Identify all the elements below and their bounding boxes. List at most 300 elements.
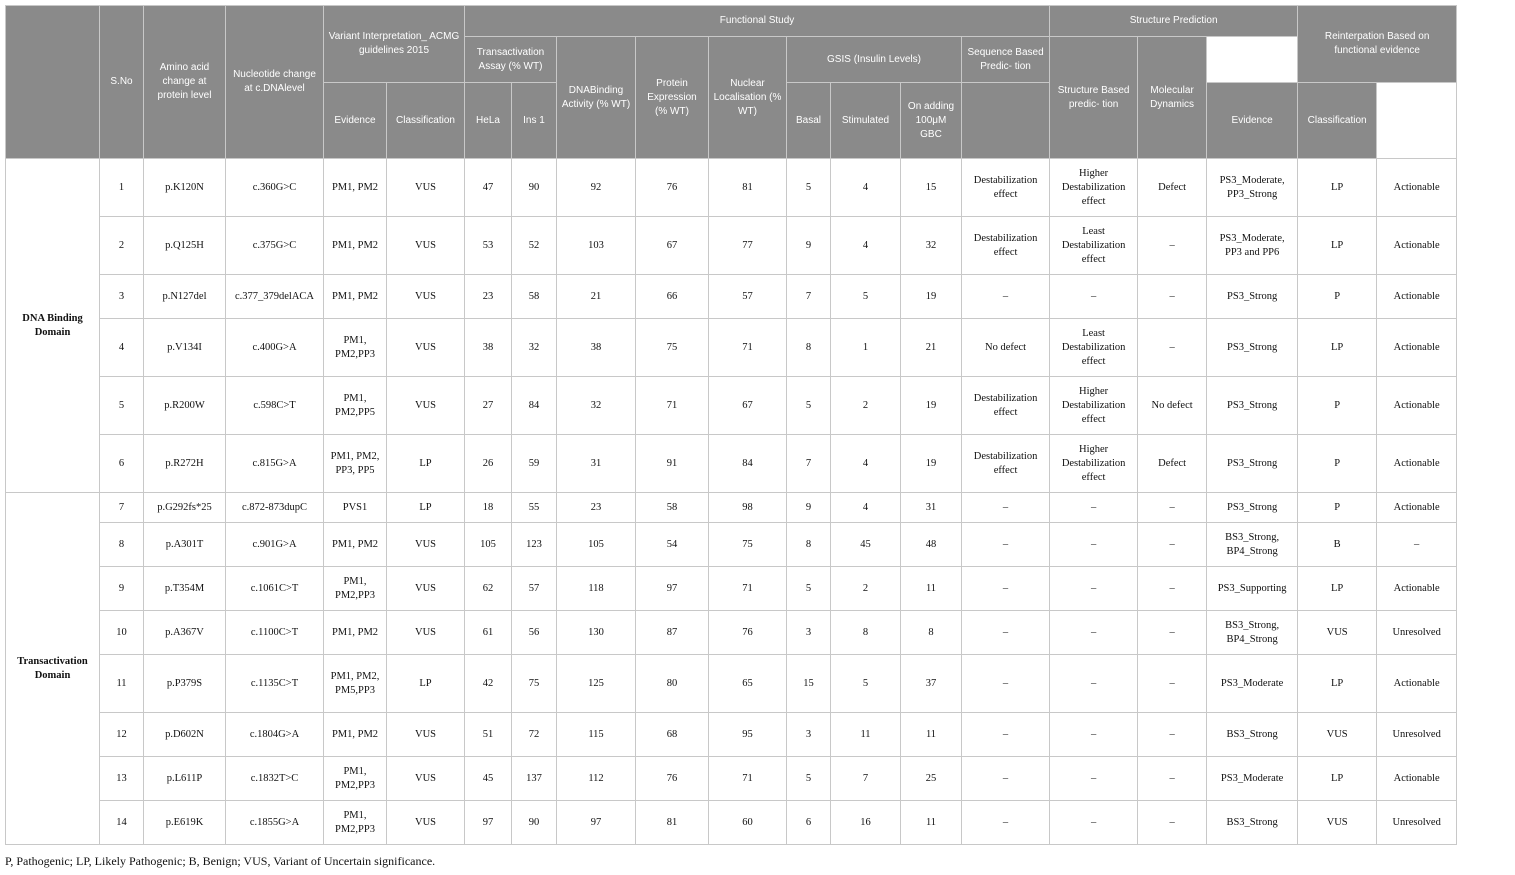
cell-basal: 5 <box>787 567 831 611</box>
header-evidence: Evidence <box>324 83 387 159</box>
table-row <box>6 275 1457 319</box>
cell-nuclear-localisation: 57 <box>709 275 787 319</box>
table-row <box>6 757 1457 801</box>
cell-reinterp-classification: LP <box>1298 319 1377 377</box>
cell-reinterp-evidence: PS3_Strong <box>1207 377 1298 435</box>
cell-sno: 1 <box>100 159 144 217</box>
cell-molecular-dynamics: – <box>1138 611 1207 655</box>
cell-sequence-prediction: – <box>962 523 1050 567</box>
cell-nucleotide: c.400G>A <box>226 319 324 377</box>
header-functional-study: Functional Study <box>465 6 1050 37</box>
cell-reinterp-evidence: PS3_Moderate, PP3_Strong <box>1207 159 1298 217</box>
cell-protein-expression: 67 <box>636 217 709 275</box>
cell-amino-acid: p.R272H <box>144 435 226 493</box>
cell-hela: 26 <box>465 435 512 493</box>
cell-dna-binding: 38 <box>557 319 636 377</box>
cell-stimulated: 2 <box>831 567 901 611</box>
table-row <box>6 319 1457 377</box>
cell-hela: 42 <box>465 655 512 713</box>
cell-nuclear-localisation: 95 <box>709 713 787 757</box>
cell-reinterp-classification: LP <box>1298 217 1377 275</box>
cell-amino-acid: p.P379S <box>144 655 226 713</box>
cell-hela: 38 <box>465 319 512 377</box>
table-row <box>6 435 1457 493</box>
cell-basal: 7 <box>787 275 831 319</box>
cell-protein-expression: 91 <box>636 435 709 493</box>
cell-basal: 5 <box>787 757 831 801</box>
cell-hela: 61 <box>465 611 512 655</box>
header-dna-binding: DNABinding Activity (% WT) <box>557 37 636 159</box>
cell-amino-acid: p.T354M <box>144 567 226 611</box>
cell-acmg-evidence: PM1, PM2, PP3, PP5 <box>324 435 387 493</box>
cell-structure-prediction: – <box>1050 275 1138 319</box>
header-gsis: GSIS (Insulin Levels) <box>787 37 962 83</box>
cell-amino-acid: p.N127del <box>144 275 226 319</box>
cell-sno: 8 <box>100 523 144 567</box>
cell-nucleotide: c.1832T>C <box>226 757 324 801</box>
cell-stimulated: 11 <box>831 713 901 757</box>
cell-gbc: 8 <box>901 611 962 655</box>
cell-ins1: 58 <box>512 275 557 319</box>
cell-sno: 2 <box>100 217 144 275</box>
header-blank <box>6 6 100 159</box>
cell-ins1: 72 <box>512 713 557 757</box>
cell-gbc: 48 <box>901 523 962 567</box>
cell-basal: 5 <box>787 377 831 435</box>
cell-sequence-prediction: – <box>962 611 1050 655</box>
cell-ins1: 56 <box>512 611 557 655</box>
cell-structure-prediction: Least Destabilization effect <box>1050 217 1138 275</box>
cell-clinical-actionability: – <box>1377 523 1457 567</box>
cell-amino-acid: p.K120N <box>144 159 226 217</box>
cell-nuclear-localisation: 84 <box>709 435 787 493</box>
cell-acmg-evidence: PM1, PM2,PP3 <box>324 757 387 801</box>
cell-acmg-evidence: PM1, PM2,PP3 <box>324 319 387 377</box>
cell-reinterp-classification: P <box>1298 377 1377 435</box>
cell-protein-expression: 54 <box>636 523 709 567</box>
cell-reinterp-evidence: PS3_Supporting <box>1207 567 1298 611</box>
cell-nucleotide: c.815G>A <box>226 435 324 493</box>
cell-ins1: 90 <box>512 159 557 217</box>
cell-nuclear-localisation: 75 <box>709 523 787 567</box>
cell-amino-acid: p.R200W <box>144 377 226 435</box>
cell-amino-acid: p.A301T <box>144 523 226 567</box>
cell-nuclear-localisation: 98 <box>709 493 787 523</box>
table-row <box>6 655 1457 713</box>
cell-clinical-actionability: Actionable <box>1377 159 1457 217</box>
cell-nucleotide: c.1100C>T <box>226 611 324 655</box>
cell-reinterp-evidence: PS3_Moderate <box>1207 757 1298 801</box>
cell-hela: 51 <box>465 713 512 757</box>
cell-sequence-prediction: Destabilization effect <box>962 435 1050 493</box>
cell-acmg-classification: VUS <box>387 713 465 757</box>
cell-amino-acid: p.A367V <box>144 611 226 655</box>
cell-hela: 23 <box>465 275 512 319</box>
cell-sno: 5 <box>100 377 144 435</box>
cell-reinterp-classification: LP <box>1298 567 1377 611</box>
cell-protein-expression: 71 <box>636 377 709 435</box>
cell-sno: 7 <box>100 493 144 523</box>
cell-stimulated: 16 <box>831 801 901 845</box>
table-row <box>6 159 1457 217</box>
cell-protein-expression: 58 <box>636 493 709 523</box>
cell-ins1: 32 <box>512 319 557 377</box>
cell-basal: 6 <box>787 801 831 845</box>
header-reinterp-evidence: Evidence <box>1207 83 1298 159</box>
cell-nucleotide: c.1855G>A <box>226 801 324 845</box>
cell-acmg-classification: VUS <box>387 159 465 217</box>
cell-protein-expression: 66 <box>636 275 709 319</box>
cell-sequence-prediction: – <box>962 757 1050 801</box>
cell-protein-expression: 81 <box>636 801 709 845</box>
cell-sno: 11 <box>100 655 144 713</box>
cell-clinical-actionability: Actionable <box>1377 567 1457 611</box>
cell-acmg-classification: LP <box>387 493 465 523</box>
cell-sno: 14 <box>100 801 144 845</box>
cell-ins1: 123 <box>512 523 557 567</box>
cell-sequence-prediction: Destabilization effect <box>962 159 1050 217</box>
cell-dna-binding: 125 <box>557 655 636 713</box>
cell-acmg-classification: VUS <box>387 757 465 801</box>
header-molecular-dynamics: Molecular Dynamics <box>1138 37 1207 159</box>
table-row <box>6 377 1457 435</box>
cell-amino-acid: p.V134I <box>144 319 226 377</box>
cell-amino-acid: p.L611P <box>144 757 226 801</box>
cell-gbc: 19 <box>901 435 962 493</box>
cell-molecular-dynamics: – <box>1138 567 1207 611</box>
header-stimulated: Stimulated <box>831 83 901 159</box>
cell-sno: 4 <box>100 319 144 377</box>
cell-clinical-actionability: Actionable <box>1377 217 1457 275</box>
cell-molecular-dynamics: – <box>1138 275 1207 319</box>
cell-dna-binding: 105 <box>557 523 636 567</box>
cell-stimulated: 45 <box>831 523 901 567</box>
cell-reinterp-classification: P <box>1298 493 1377 523</box>
cell-reinterp-evidence: BS3_Strong, BP4_Strong <box>1207 611 1298 655</box>
cell-ins1: 84 <box>512 377 557 435</box>
header-sno: S.No <box>100 6 144 159</box>
cell-dna-binding: 21 <box>557 275 636 319</box>
cell-acmg-evidence: PM1, PM2,PP3 <box>324 567 387 611</box>
cell-acmg-classification: VUS <box>387 217 465 275</box>
cell-gbc: 25 <box>901 757 962 801</box>
cell-nuclear-localisation: 76 <box>709 611 787 655</box>
cell-ins1: 75 <box>512 655 557 713</box>
cell-molecular-dynamics: Defect <box>1138 435 1207 493</box>
cell-basal: 8 <box>787 319 831 377</box>
cell-stimulated: 8 <box>831 611 901 655</box>
cell-reinterp-evidence: BS3_Strong <box>1207 713 1298 757</box>
cell-hela: 47 <box>465 159 512 217</box>
cell-gbc: 11 <box>901 567 962 611</box>
header-protein-expression: Protein Expression (% WT) <box>636 37 709 159</box>
header-sequence-prediction-blank <box>962 83 1050 159</box>
header-gbc: On adding 100μM GBC <box>901 83 962 159</box>
cell-sequence-prediction: No defect <box>962 319 1050 377</box>
header-nuclear-localisation: Nuclear Localisation (% WT) <box>709 37 787 159</box>
cell-dna-binding: 92 <box>557 159 636 217</box>
cell-structure-prediction: – <box>1050 713 1138 757</box>
cell-acmg-classification: VUS <box>387 319 465 377</box>
cell-basal: 9 <box>787 217 831 275</box>
cell-gbc: 11 <box>901 801 962 845</box>
cell-nuclear-localisation: 60 <box>709 801 787 845</box>
header-variant-interpretation: Variant Interpretation_ ACMG guidelines 2015 <box>324 6 465 83</box>
cell-hela: 53 <box>465 217 512 275</box>
cell-dna-binding: 97 <box>557 801 636 845</box>
table-row <box>6 523 1457 567</box>
cell-clinical-actionability: Actionable <box>1377 757 1457 801</box>
cell-reinterp-evidence: BS3_Strong <box>1207 801 1298 845</box>
cell-stimulated: 1 <box>831 319 901 377</box>
cell-gbc: 32 <box>901 217 962 275</box>
cell-acmg-evidence: PM1, PM2 <box>324 713 387 757</box>
cell-nuclear-localisation: 77 <box>709 217 787 275</box>
header-reinterp-classification: Classification <box>1298 83 1377 159</box>
cell-molecular-dynamics: – <box>1138 319 1207 377</box>
cell-hela: 27 <box>465 377 512 435</box>
cell-structure-prediction: – <box>1050 801 1138 845</box>
cell-acmg-classification: LP <box>387 435 465 493</box>
cell-clinical-actionability: Unresolved <box>1377 801 1457 845</box>
cell-ins1: 137 <box>512 757 557 801</box>
cell-molecular-dynamics: – <box>1138 757 1207 801</box>
header-sequence-prediction: Sequence Based Predic- tion <box>962 37 1050 83</box>
cell-dna-binding: 103 <box>557 217 636 275</box>
cell-acmg-evidence: PVS1 <box>324 493 387 523</box>
cell-sequence-prediction: – <box>962 567 1050 611</box>
cell-nuclear-localisation: 71 <box>709 757 787 801</box>
cell-nucleotide: c.1804G>A <box>226 713 324 757</box>
cell-molecular-dynamics: – <box>1138 801 1207 845</box>
cell-clinical-actionability: Actionable <box>1377 275 1457 319</box>
cell-reinterp-classification: VUS <box>1298 801 1377 845</box>
cell-acmg-evidence: PM1, PM2,PP3 <box>324 801 387 845</box>
cell-basal: 9 <box>787 493 831 523</box>
cell-ins1: 57 <box>512 567 557 611</box>
header-hela: HeLa <box>465 83 512 159</box>
cell-structure-prediction: – <box>1050 567 1138 611</box>
cell-nucleotide: c.598C>T <box>226 377 324 435</box>
cell-sequence-prediction: – <box>962 275 1050 319</box>
header-reinterpretation: Reinterpation Based on functional evidence <box>1298 6 1457 83</box>
header-nucleotide: Nucleotide change at c.DNAlevel <box>226 6 324 159</box>
header-transactivation-assay: Transactivation Assay (% WT) <box>465 37 557 83</box>
cell-acmg-evidence: PM1, PM2 <box>324 159 387 217</box>
cell-nuclear-localisation: 65 <box>709 655 787 713</box>
cell-sno: 10 <box>100 611 144 655</box>
cell-structure-prediction: – <box>1050 611 1138 655</box>
cell-nucleotide: c.360G>C <box>226 159 324 217</box>
cell-structure-prediction: Least Destabilization effect <box>1050 319 1138 377</box>
cell-reinterp-evidence: PS3_Strong <box>1207 275 1298 319</box>
cell-nucleotide: c.901G>A <box>226 523 324 567</box>
cell-structure-prediction: – <box>1050 655 1138 713</box>
cell-clinical-actionability: Actionable <box>1377 435 1457 493</box>
cell-nuclear-localisation: 67 <box>709 377 787 435</box>
header-classification: Classification <box>387 83 465 159</box>
table-row <box>6 493 1457 523</box>
cell-clinical-actionability: Actionable <box>1377 493 1457 523</box>
cell-reinterp-classification: P <box>1298 275 1377 319</box>
cell-protein-expression: 68 <box>636 713 709 757</box>
table-body <box>6 159 1457 845</box>
cell-hela: 45 <box>465 757 512 801</box>
cell-nucleotide: c.377_379delACA <box>226 275 324 319</box>
cell-stimulated: 5 <box>831 655 901 713</box>
header-ins1: Ins 1 <box>512 83 557 159</box>
cell-reinterp-classification: LP <box>1298 159 1377 217</box>
cell-basal: 7 <box>787 435 831 493</box>
cell-clinical-actionability: Actionable <box>1377 377 1457 435</box>
cell-nucleotide: c.1061C>T <box>226 567 324 611</box>
cell-nucleotide: c.872-873dupC <box>226 493 324 523</box>
cell-hela: 62 <box>465 567 512 611</box>
cell-nucleotide: c.1135C>T <box>226 655 324 713</box>
cell-structure-prediction: Higher Destabilization effect <box>1050 435 1138 493</box>
cell-molecular-dynamics: – <box>1138 217 1207 275</box>
cell-acmg-classification: VUS <box>387 611 465 655</box>
header-structure-prediction: Structure Prediction <box>1050 6 1298 37</box>
cell-stimulated: 4 <box>831 435 901 493</box>
cell-molecular-dynamics: – <box>1138 713 1207 757</box>
cell-acmg-classification: VUS <box>387 275 465 319</box>
cell-gbc: 21 <box>901 319 962 377</box>
cell-clinical-actionability: Unresolved <box>1377 713 1457 757</box>
cell-amino-acid: p.Q125H <box>144 217 226 275</box>
cell-acmg-evidence: PM1, PM2, PM5,PP3 <box>324 655 387 713</box>
cell-reinterp-classification: B <box>1298 523 1377 567</box>
table-row <box>6 567 1457 611</box>
cell-stimulated: 7 <box>831 757 901 801</box>
cell-hela: 105 <box>465 523 512 567</box>
cell-protein-expression: 76 <box>636 757 709 801</box>
cell-clinical-actionability: Actionable <box>1377 655 1457 713</box>
cell-structure-prediction: – <box>1050 493 1138 523</box>
table-row <box>6 801 1457 845</box>
cell-ins1: 90 <box>512 801 557 845</box>
table-row <box>6 611 1457 655</box>
cell-dna-binding: 130 <box>557 611 636 655</box>
cell-basal: 3 <box>787 611 831 655</box>
cell-sno: 9 <box>100 567 144 611</box>
cell-ins1: 52 <box>512 217 557 275</box>
cell-reinterp-evidence: PS3_Strong <box>1207 319 1298 377</box>
header-amino-acid: Amino acid change at protein level <box>144 6 226 159</box>
table-row <box>6 217 1457 275</box>
cell-molecular-dynamics: No defect <box>1138 377 1207 435</box>
cell-protein-expression: 97 <box>636 567 709 611</box>
cell-reinterp-classification: P <box>1298 435 1377 493</box>
cell-ins1: 55 <box>512 493 557 523</box>
cell-reinterp-evidence: PS3_Strong <box>1207 435 1298 493</box>
cell-dna-binding: 115 <box>557 713 636 757</box>
cell-nucleotide: c.375G>C <box>226 217 324 275</box>
cell-acmg-evidence: PM1, PM2 <box>324 275 387 319</box>
cell-reinterp-classification: VUS <box>1298 713 1377 757</box>
cell-sno: 6 <box>100 435 144 493</box>
cell-stimulated: 5 <box>831 275 901 319</box>
cell-acmg-classification: LP <box>387 655 465 713</box>
table-footnote: P, Pathogenic; LP, Likely Pathogenic; B, Benign; VUS, Variant of Uncertain significance. <box>5 854 436 868</box>
cell-gbc: 11 <box>901 713 962 757</box>
cell-nuclear-localisation: 71 <box>709 319 787 377</box>
cell-reinterp-classification: LP <box>1298 655 1377 713</box>
cell-basal: 8 <box>787 523 831 567</box>
table-row <box>6 713 1457 757</box>
cell-basal: 15 <box>787 655 831 713</box>
cell-protein-expression: 75 <box>636 319 709 377</box>
header-basal: Basal <box>787 83 831 159</box>
cell-reinterp-evidence: PS3_Strong <box>1207 493 1298 523</box>
cell-sno: 13 <box>100 757 144 801</box>
cell-reinterp-evidence: BS3_Strong, BP4_Strong <box>1207 523 1298 567</box>
cell-structure-prediction: Higher Destabilization effect <box>1050 377 1138 435</box>
cell-basal: 3 <box>787 713 831 757</box>
cell-protein-expression: 80 <box>636 655 709 713</box>
cell-nuclear-localisation: 71 <box>709 567 787 611</box>
header-structure-based-prediction: Structure Based predic- tion <box>1050 37 1138 159</box>
cell-dna-binding: 32 <box>557 377 636 435</box>
cell-stimulated: 2 <box>831 377 901 435</box>
cell-sequence-prediction: – <box>962 493 1050 523</box>
cell-reinterp-classification: LP <box>1298 757 1377 801</box>
cell-protein-expression: 87 <box>636 611 709 655</box>
cell-ins1: 59 <box>512 435 557 493</box>
cell-reinterp-evidence: PS3_Moderate <box>1207 655 1298 713</box>
cell-hela: 18 <box>465 493 512 523</box>
cell-molecular-dynamics: – <box>1138 523 1207 567</box>
cell-hela: 97 <box>465 801 512 845</box>
cell-acmg-evidence: PM1, PM2 <box>324 523 387 567</box>
cell-gbc: 37 <box>901 655 962 713</box>
cell-stimulated: 4 <box>831 159 901 217</box>
cell-acmg-classification: VUS <box>387 523 465 567</box>
domain-label: DNA Binding Domain <box>6 159 100 493</box>
cell-dna-binding: 118 <box>557 567 636 611</box>
cell-structure-prediction: – <box>1050 757 1138 801</box>
cell-acmg-classification: VUS <box>387 567 465 611</box>
cell-acmg-evidence: PM1, PM2 <box>324 217 387 275</box>
cell-acmg-classification: VUS <box>387 377 465 435</box>
cell-sno: 3 <box>100 275 144 319</box>
cell-amino-acid: p.E619K <box>144 801 226 845</box>
cell-sno: 12 <box>100 713 144 757</box>
cell-clinical-actionability: Unresolved <box>1377 611 1457 655</box>
cell-structure-prediction: – <box>1050 523 1138 567</box>
cell-stimulated: 4 <box>831 217 901 275</box>
table-header: S.No Amino acid change at protein level Nucleotide change at c.DNAlevel Variant Interpretation_ ACMG guidelines 2015 Functional Study Structure Prediction Reinterpation Based on functional evidence Clinical Actionability Transactivation Assay (% WT) DNABinding Activity (% WT) Protein Expression (% WT) Nuclear Localisation (% WT) GSIS (Insulin Levels) Sequence Based Predic- tion Structure Based predic- tion Molecular Dynamics Evidence Classification HeLa Ins 1 Basal Stimulated On adding 100μM GBC Evidence Classification <box>6 6 1457 159</box>
cell-acmg-evidence: PM1, PM2 <box>324 611 387 655</box>
cell-clinical-actionability: Actionable <box>1377 319 1457 377</box>
cell-molecular-dynamics: – <box>1138 493 1207 523</box>
cell-sequence-prediction: – <box>962 801 1050 845</box>
cell-acmg-classification: VUS <box>387 801 465 845</box>
cell-reinterp-evidence: PS3_Moderate, PP3 and PP6 <box>1207 217 1298 275</box>
cell-protein-expression: 76 <box>636 159 709 217</box>
cell-amino-acid: p.D602N <box>144 713 226 757</box>
cell-nuclear-localisation: 81 <box>709 159 787 217</box>
cell-amino-acid: p.G292fs*25 <box>144 493 226 523</box>
cell-stimulated: 4 <box>831 493 901 523</box>
cell-dna-binding: 31 <box>557 435 636 493</box>
cell-structure-prediction: Higher Destabilization effect <box>1050 159 1138 217</box>
cell-molecular-dynamics: – <box>1138 655 1207 713</box>
cell-molecular-dynamics: Defect <box>1138 159 1207 217</box>
cell-sequence-prediction: – <box>962 713 1050 757</box>
cell-dna-binding: 23 <box>557 493 636 523</box>
cell-sequence-prediction: – <box>962 655 1050 713</box>
